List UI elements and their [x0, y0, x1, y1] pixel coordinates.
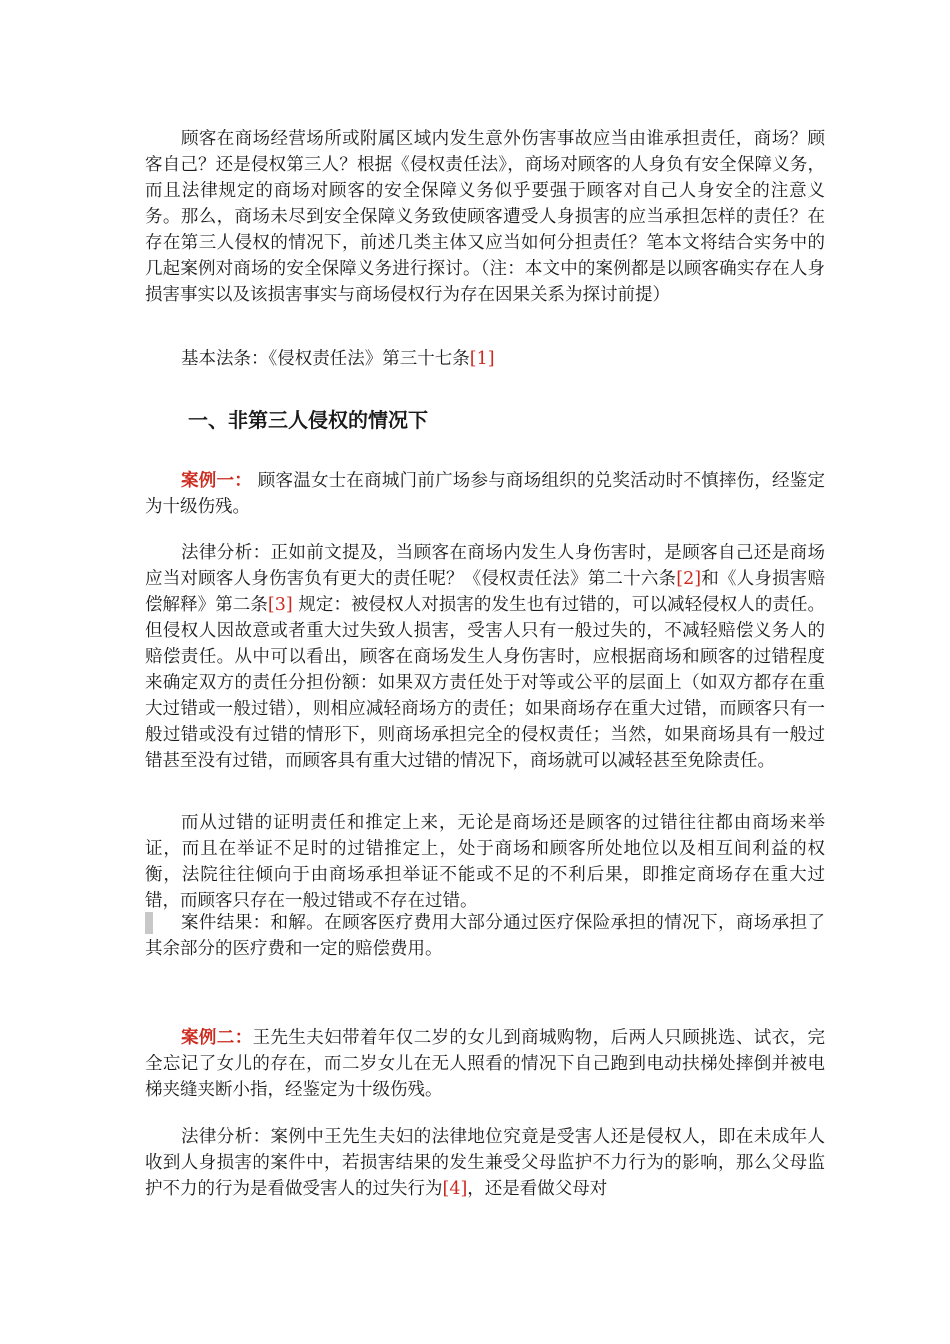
section-heading-1: 一、非第三人侵权的情况下: [188, 408, 428, 432]
burden-paragraph: [145, 810, 825, 914]
footnote-ref-4[interactable]: [4]: [442, 1179, 468, 1199]
analysis1-text-a: 法律分析：正如前文提及，当顾客在商场内发生人身伤害时，是顾客自己还是商场应当对顾客人身伤害负有更大的责任呢？《侵权责任法》第二十六条: [145, 543, 825, 589]
analysis2-paragraph: [145, 1124, 825, 1202]
case1-text: 顾客温女士在商城门前广场参与商场组织的兑奖活动时不慎摔伤，经鉴定为十级伤残。: [145, 471, 825, 517]
footnote-ref-2[interactable]: [2]: [676, 569, 702, 589]
basic-law-paragraph: [145, 346, 825, 372]
result1-paragraph: [145, 910, 825, 962]
basic-law-text: 基本法条：《侵权责任法》第三十七条: [181, 349, 470, 369]
analysis1-text-b: 和《人身损害赔偿解释》第二条: [145, 569, 826, 615]
case2-label: 案例二：: [181, 1028, 253, 1048]
footnote-ref-3[interactable]: [3]: [267, 595, 293, 615]
intro-text: 顾客在商场经营场所或附属区域内发生意外伤害事故应当由谁承担责任，商场？顾客自己？还是侵权第三人？根据《侵权责任法》，商场对顾客的人身负有安全保障义务，而且法律规定的商场对顾客的安全保障义务似乎要强于顾客对自己人身安全的注意义务。那么，商场未尽到安全保障义务致使顾客遭受人身损害的应当承担怎样的责任？在存在第三人侵权的情况下，前述几类主体又应当如何分担责任？笔本文将结合实务中的几起案例对商场的安全保障义务进行探讨。（注：本文中的案例都是以顾客确实存在人身损害事实以及该损害事实与商场侵权行为存在因果关系为探讨前提）: [145, 129, 825, 305]
burden-text: 而从过错的证明责任和推定上来，无论是商场还是顾客的过错往往都由商场来举证，而且在举证不足时的过错推定上，处于商场和顾客所处地位以及相互间利益的权衡，法院往往倾向于由商场承担举证不能或不足的不利后果，即推定商场存在重大过错，而顾客只存在一般过错或不存在过错。: [145, 813, 825, 911]
case1-paragraph: [145, 468, 825, 520]
intro-paragraph: [145, 126, 825, 308]
result1-text: 案件结果：和解。在顾客医疗费用大部分通过医疗保险承担的情况下，商场承担了其余部分的医疗费和一定的赔偿费用。: [145, 913, 825, 959]
case2-paragraph: [145, 1025, 825, 1103]
analysis2-text-a: 法律分析：案例中王先生夫妇的法律地位究竟是受害人还是侵权人，即在未成年人收到人身损害的案件中，若损害结果的发生兼受父母监护不力行为的影响，那么父母监护不力的行为是看做受害人的过失行为: [145, 1127, 825, 1199]
case1-label: 案例一：: [181, 471, 252, 491]
case2-text: 王先生夫妇带着年仅二岁的女儿到商城购物，后两人只顾挑选、试衣，完全忘记了女儿的存在，而二岁女儿在无人照看的情况下自己跑到电动扶梯处摔倒并被电梯夹缝夹断小指，经鉴定为十级伤残。: [145, 1028, 826, 1100]
analysis1-paragraph: [145, 540, 825, 774]
analysis1-text-c: 规定：被侵权人对损害的发生也有过错的，可以减轻侵权人的责任。但侵权人因故意或者重大过失致人损害，受害人只有一般过失的，不减轻赔偿义务人的赔偿责任。从中可以看出，顾客在商场发生人身伤害时，应根据商场和顾客的过错程度来确定双方的责任分担份额：如果双方责任处于对等或公平的层面上（如双方都存在重大过错或一般过错），则相应减轻商场方的责任；如果商场存在重大过错，而顾客只有一般过错或没有过错的情形下，则商场承担完全的侵权责任；当然，如果商场具有一般过错甚至没有过错，而顾客具有重大过错的情况下，商场就可以减轻甚至免除责任。: [145, 595, 825, 771]
footnote-ref-1[interactable]: [1]: [469, 349, 495, 369]
analysis2-text-b: ，还是看做父母对: [467, 1179, 608, 1199]
